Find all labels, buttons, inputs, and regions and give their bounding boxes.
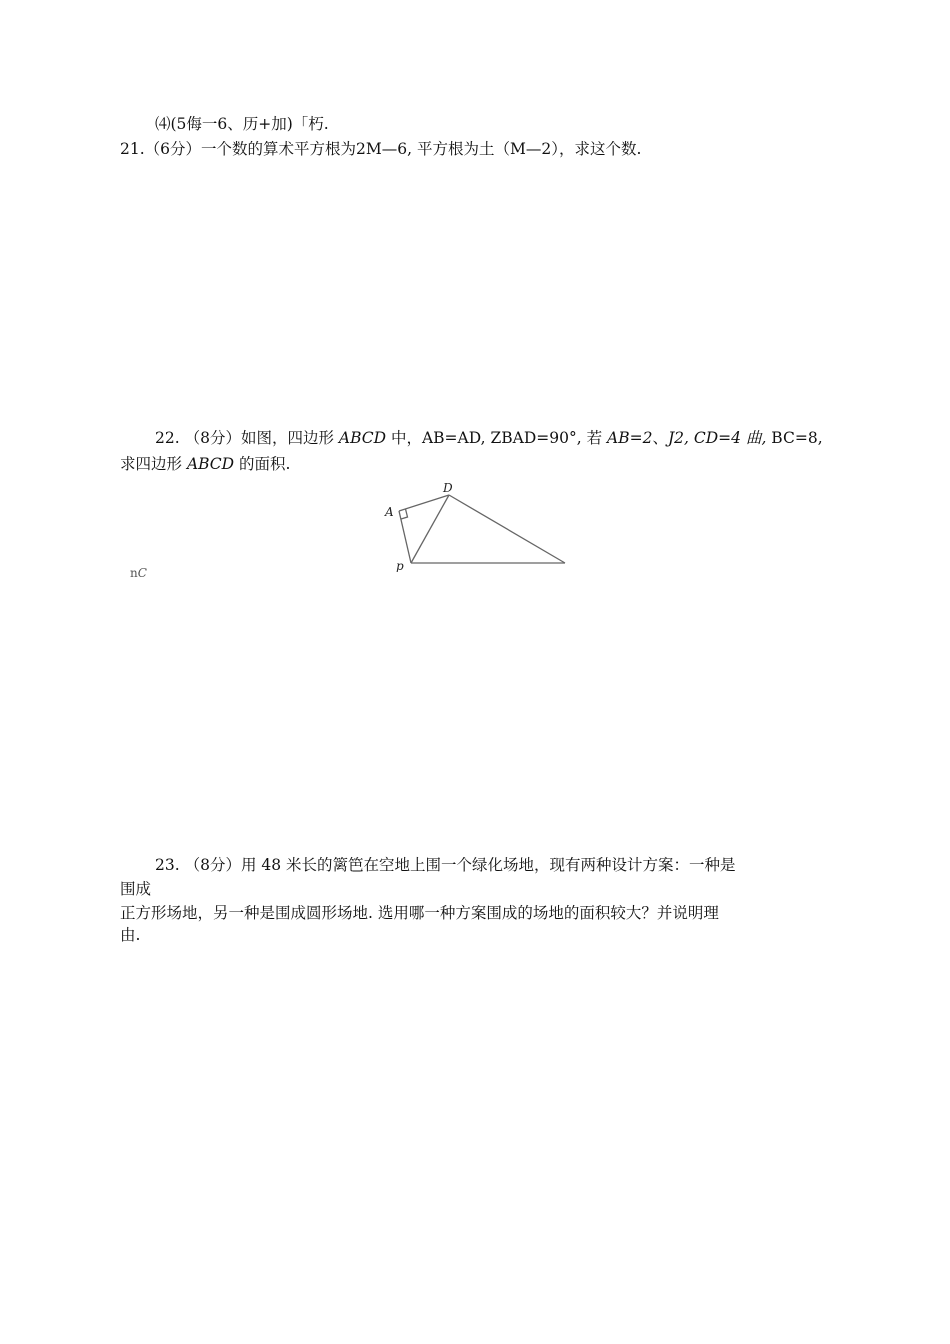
q22-cd-value: J2, CD=4 曲,	[667, 429, 767, 447]
quadrilateral-figure	[378, 478, 578, 572]
q21-text: 21.（6分）一个数的算术平方根为2M—6, 平方根为土（M—2），求这个数.	[120, 140, 642, 158]
figure-label-a: A	[385, 505, 394, 519]
q22-line2	[120, 454, 290, 474]
q23-line2: 围成	[120, 880, 152, 898]
q23-line1: 23. （8分）用 48 米长的篱笆在空地上围一个绿化场地，现有两种设计方案：一种是	[155, 856, 736, 874]
stray-label-nc	[130, 566, 147, 580]
q22-quad-name-2: ABCD	[186, 455, 235, 473]
stray-label-c: C	[137, 566, 147, 580]
figure-edge-cd	[449, 495, 565, 563]
q22-ab-value: AB=2	[607, 429, 653, 447]
q23-line3: 正方形场地，另一种是围成圆形场地. 选用哪一种方案围成的场地的面积较大？并说明理	[120, 904, 719, 922]
q23-line4: 由.	[120, 926, 141, 944]
q22-line1	[155, 428, 823, 448]
q22-quad-name: ABCD	[338, 429, 387, 447]
q20-part4-expression: ⑷(5侮一6、历+加)「朽.	[155, 115, 329, 133]
q22-given-conditions: 中，AB=AD, ZBAD=90°, 若	[386, 429, 607, 447]
figure-edge-ab	[399, 511, 411, 563]
q22-line2-suffix: 的面积.	[234, 455, 291, 473]
q22-line2-prefix: 求四边形	[120, 455, 187, 473]
q22-line1-prefix: 22. （8分）如图，四边形	[155, 429, 339, 447]
q22-bc-value: BC=8,	[766, 429, 823, 447]
figure-label-d: D	[443, 481, 453, 495]
q22-separator: 、	[652, 429, 668, 447]
figure-label-b: p	[396, 559, 404, 572]
stray-label-n: n	[130, 566, 138, 580]
